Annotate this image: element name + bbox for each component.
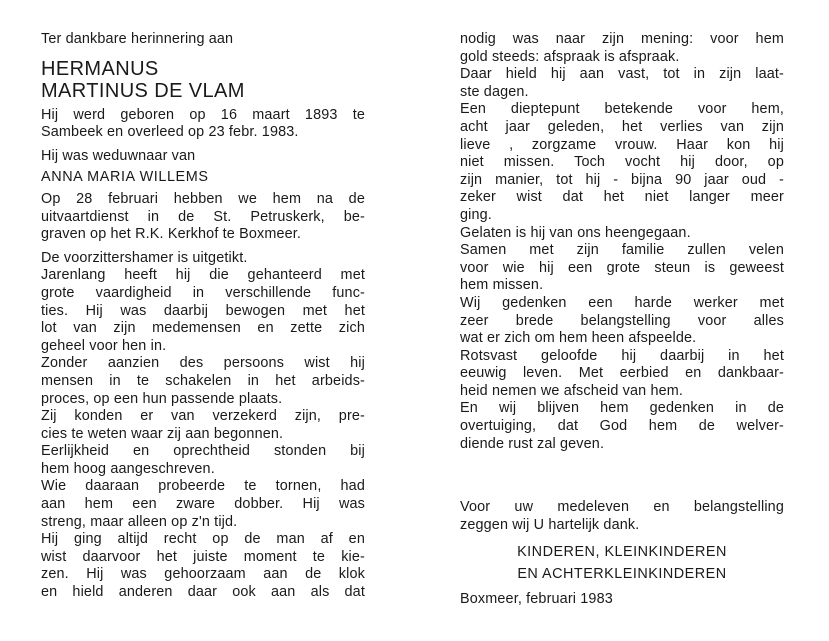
text-line: streng, maar alleen op z'n tijd. [41, 513, 238, 530]
family-signature [460, 541, 784, 585]
text-line: Gelaten is hij van ons heengegaan. [460, 224, 691, 241]
text-line: Wie daaraan probeerde te tornen, had [41, 478, 365, 495]
text-line: niet missen. Toch vocht hij door, op [460, 154, 784, 171]
text-line: mensen in te schakelen in het arbeids- [41, 372, 365, 389]
text-line: zijn manier, tot hij - bijna 90 jaar oud - [460, 171, 784, 188]
text-line: uitvaartdienst in de St. Petruskerk, be- [41, 208, 365, 225]
text-line: cies te weten waar zij aan begonnen. [41, 425, 284, 442]
text-line: Wij gedenken een harde werker met [460, 294, 784, 311]
tribute-paragraph [41, 250, 365, 602]
text-line: aan hem een zware dobber. Hij was [41, 496, 365, 513]
text-line: Samen met zijn familie zullen velen [460, 242, 784, 259]
text-line: proces, op een hun passende plaats. [41, 390, 283, 407]
text-line: Zij konden er van verzekerd zijn, pre- [41, 408, 365, 425]
deceased-name-line-1: HERMANUS [41, 57, 159, 80]
text-line: eeuwig leven. Met eerbied en dankbaar- [460, 365, 784, 382]
right-column [460, 0, 784, 609]
text-line: Daar hield hij aan vast, tot in zijn laat- [460, 66, 784, 83]
family-line: EN ACHTERKLEINKINDEREN [517, 566, 727, 583]
text-line: voor wie hij een grote steun is geweest [460, 259, 784, 276]
text-line: geheel voor hen in. [41, 337, 167, 354]
text-line: Hij werd geboren op 16 maart 1893 te [41, 106, 365, 123]
text-line: graven op het R.K. Kerkhof te Boxmeer. [41, 226, 302, 243]
funeral-paragraph [41, 191, 365, 244]
text-line: en hield anderen daar ook aan als dat [41, 584, 365, 601]
text-line: wist daarvoor het juiste moment te kie- [41, 548, 365, 565]
text-line: hem missen. [460, 277, 544, 294]
text-line: grote vaardigheid in verschillende func- [41, 284, 365, 301]
text-line: ging. [460, 206, 492, 223]
text-line: Voor uw medeleven en belangstelling [460, 499, 784, 516]
text-line: Op 28 februari hebben we hem na de [41, 190, 365, 207]
text-line: Jarenlang heeft hij die gehanteerd met [41, 267, 365, 284]
deceased-name-line-2: MARTINUS DE VLAM [41, 79, 245, 102]
tribute-continued-paragraph [460, 31, 784, 453]
text-line: wat er zich om hem heen afspeelde. [460, 330, 697, 347]
text-line: Een dieptepunt betekende voor hem, [460, 101, 784, 118]
text-line: zen. Hij was gehoorzaam aan de klok [41, 566, 365, 583]
text-line: zeer brede belangstelling voor alles [460, 312, 784, 329]
text-line: zeggen wij U hartelijk dank. [460, 516, 640, 533]
text-line: Zonder aanzien des persoons wist hij [41, 355, 365, 372]
text-line: Sambeek en overleed op 23 febr. 1983. [41, 124, 299, 141]
text-line: En wij blijven hem gedenken in de [460, 400, 784, 417]
text-line: ste dagen. [460, 83, 529, 100]
text-line: lot van zijn medemensen en zette zich [41, 320, 365, 337]
spouse-name: ANNA MARIA WILLEMS [41, 169, 209, 186]
text-line: Rotsvast geloofde hij daarbij in het [460, 347, 784, 364]
birth-death-paragraph [41, 107, 365, 142]
text-line: gold steeds: afspraak is afspraak. [460, 48, 680, 65]
left-column [41, 0, 365, 602]
intro-text: Ter dankbare herinnering aan [41, 31, 234, 47]
widower-text: Hij was weduwnaar van [41, 147, 196, 164]
text-line: zeker wist dat het niet langer meer [460, 189, 784, 206]
text-line: nodig was naar zijn mening: voor hem [460, 31, 784, 47]
text-line: Hij ging altijd recht op de man af en [41, 531, 365, 548]
text-line: De voorzittershamer is uitgetikt. [41, 249, 248, 266]
thanks-paragraph [460, 499, 784, 534]
text-line: acht jaar geleden, het verlies van zijn [460, 118, 784, 135]
text-line: ties. Hij was daarbij bewogen met het [41, 302, 365, 319]
text-line: overtuiging, dat God hem de welver- [460, 418, 784, 435]
text-line: diende rust zal geven. [460, 435, 605, 452]
text-line: Eerlijkheid en oprechtheid stonden bij [41, 443, 365, 460]
text-line: lieve , zorgzame vrouw. Haar kon hij [460, 136, 784, 153]
place-date: Boxmeer, februari 1983 [460, 591, 613, 608]
text-line: heid nemen we afscheid van hem. [460, 382, 684, 399]
family-line: KINDEREN, KLEINKINDEREN [517, 544, 727, 561]
text-line: hem hoog aangeschreven. [41, 460, 215, 477]
